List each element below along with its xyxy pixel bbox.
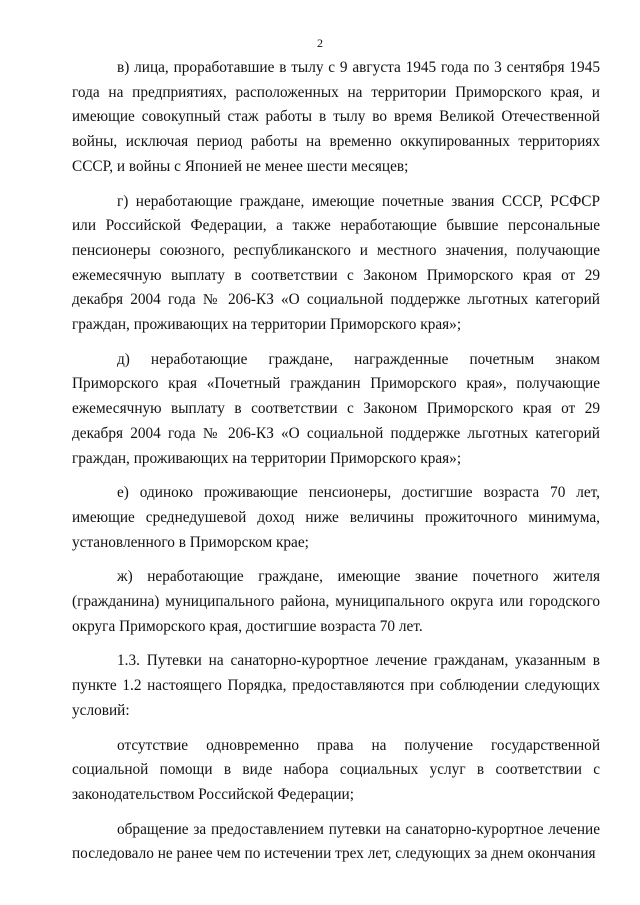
paragraph-condition-three-years: обращение за предоставлением путевки на санаторно-курортное лечение последовало не ранее чем по истечении трех лет, следующих за днем окончания bbox=[72, 820, 600, 863]
paragraph-1-3-conditions: 1.3. Путевки на санаторно-курортное лечение гражданам, указанным в пункте 1.2 настоящего Порядка, предоставляются при соблюдении следующих условий: bbox=[72, 652, 600, 719]
paragraph-e-lonely-pensioners: е) одиноко проживающие пенсионеры, достигшие возраста 70 лет, имеющие среднедушевой доход ниже величины прожиточного минимума, установленного в Приморском крае; bbox=[72, 484, 600, 551]
paragraph-d-honorary-citizen-badge: д) неработающие граждане, награжденные почетным знаком Приморского края «Почетный гражданин Приморского края», получающие ежемесячную выплату в соответствии с Законом Приморского края от 29 декабря 2004 года № 206-КЗ «О социальной поддержке льготных категорий граждан, проживающих на территории Приморского края»; bbox=[72, 350, 600, 467]
paragraph-v-rear-workers: в) лица, проработавшие в тылу с 9 августа 1945 года по 3 сентября 1945 года на предприятиях, расположенных на территории Приморского края, и имеющие совокупный стаж работы в тылу во время Великой Отечественной войны, исключая период работы на временно оккупированных территориях СССР, и войны с Японией не менее шести месяцев; bbox=[72, 59, 600, 175]
paragraph-g-honorary-titles: г) неработающие граждане, имеющие почетные звания СССР, РСФСР или Российской Федерации, а также неработающие бывшие персональные пенсионеры союзного, республиканского и местного значения, получающие ежемесячную выплату в соответствии с Законом Приморского края от 29 декабря 2004 года № 206-КЗ «О социальной поддержке льготных категорий граждан, проживающих на территории Приморского края»; bbox=[72, 192, 600, 334]
document-body bbox=[72, 56, 600, 867]
page-number: 2 bbox=[317, 36, 323, 50]
paragraph-zh-honorary-resident: ж) неработающие граждане, имеющие звание почетного жителя (гражданина) муниципального района, муниципального округа или городского округа Приморского края, достигшие возраста 70 лет. bbox=[72, 568, 600, 635]
paragraph-condition-no-social-aid: отсутствие одновременно права на получение государственной социальной помощи в виде набора социальных услуг в соответствии с законодательством Российской Федерации; bbox=[72, 736, 600, 803]
